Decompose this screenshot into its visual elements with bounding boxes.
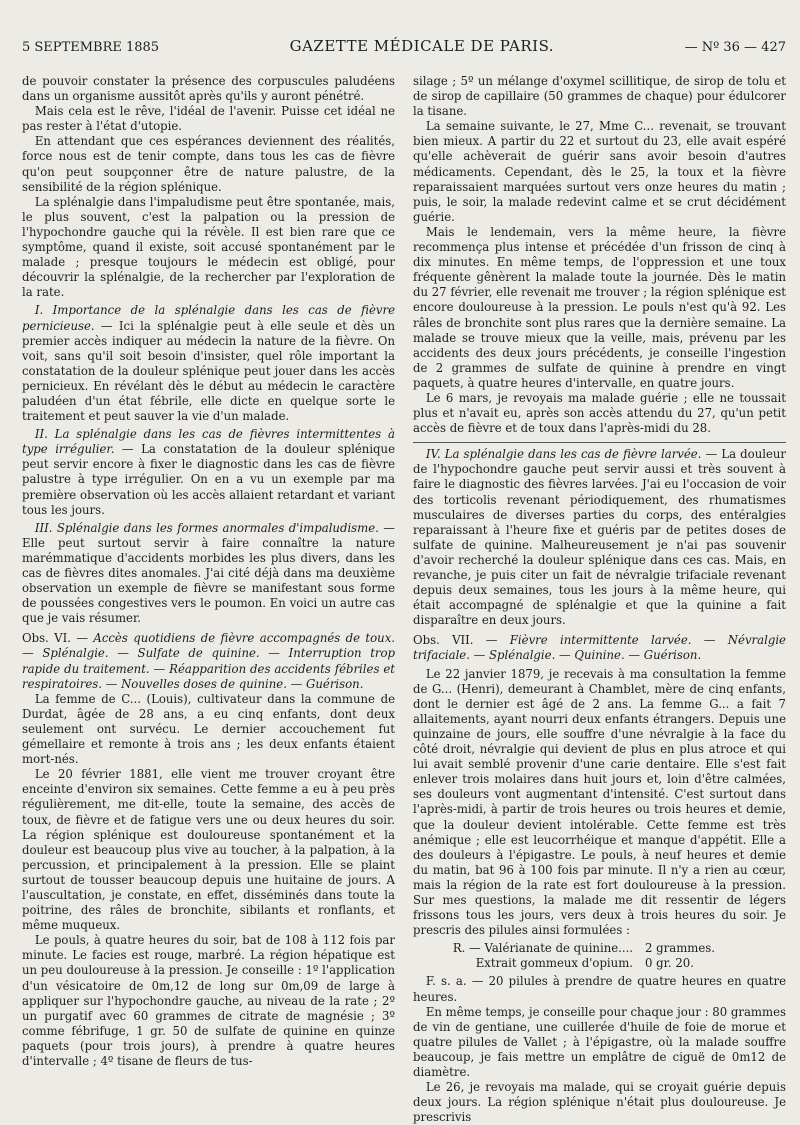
- issue-page-number: — Nº 36 — 427: [684, 40, 786, 55]
- paragraph: F. s. a. — 20 pilules à prendre de quatre heures en quatre heures.: [413, 974, 786, 1004]
- prescription-item: R. — Valérianate de quinine....: [452, 941, 633, 956]
- section-heading: III. Splénalgie dans les formes anormales d'impaludisme.: [34, 520, 379, 535]
- paragraph: Le 20 février 1881, elle vient me trouver croyant être enceinte d'environ six semaines. Cette femme a eu à peu près régulièrement, me dit-elle, toute la semaine, des accès de toux, de fièvre et de fatigue vers une ou deux heures du soir. La région splénique est douloureuse spontanément et la douleur est beaucoup plus vive au toucher, à la palpation, à la percussion, et principalement à la pression. Elle se plaint surtout de tousser beaucoup depuis une huitaine de jours. A l'auscultation, je constate, en effet, disséminés dans toute la poitrine, des râles de bronchite, sibilants et ronflants, et même muqueux.: [22, 767, 395, 933]
- section-1: [22, 303, 395, 424]
- paragraph: Mais le lendemain, vers la même heure, la fièvre recommença plus intense et précédée d'un frisson de cinq à dix minutes. En même temps, de l'oppression et une toux fréquente gênèrent la malade toute la journée. Dès le matin du 27 février, elle revenait me trouver ; la région splénique est encore douloureuse à la pression. Le pouls n'est qu'à 92. Les râles de bronchite sont plus rares que la dernière semaine. La malade se trouve mieux que la veille, mais, prévenu par les accidents des deux jours précédents, je conseille l'ingestion de 2 grammes de sulfate de quinine à prendre en vingt paquets, à quatre heures d'intervalle, en quatre jours.: [413, 224, 786, 390]
- section-2: [22, 427, 395, 518]
- section-4: [413, 447, 786, 628]
- section-body: — La constatation de la douleur splénique peut servir encore à fixer le diagnostic dans les cas de fièvre palustre à type irrégulier. On en a vu un exemple par ma première observation où les accès allaient retardant et variant tous les jours.: [22, 442, 395, 517]
- observation-7-heading: [413, 633, 786, 663]
- observation-title: — Fièvre intermittente larvée. — Névralgie trifaciale. — Splénalgie. — Quinine. — Guérison.: [413, 633, 786, 663]
- section-3: [22, 521, 395, 627]
- journal-title: GAZETTE MÉDICALE DE PARIS.: [289, 37, 555, 55]
- section-heading: IV. La splénalgie dans les cas de fièvre larvée.: [425, 447, 702, 462]
- prescription-item: Extrait gommeux d'opium.: [475, 956, 633, 971]
- section-body: — La douleur de l'hypochondre gauche peut servir aussi et très souvent à faire le diagnostic des fièvres larvées. J'ai eu l'occasion de voir des torticolis revenant périodiquement, des rhumatismes musculaires de diverses parties du corps, des entéralgies reparaissant à l'heure fixe et guéris par de petites doses de sulfate de quinine. Malheureusement je n'ai pas souvenir d'avoir recherché la douleur splénique dans ces cas. Mais, en revanche, je puis citer un fait de névralgie trifaciale revenant depuis deux semaines, tous les jours à la même heure, qui était accompagné de splénalgie et que la quinine a fait disparaître en deux jours.: [413, 447, 786, 628]
- observation-label: Obs. VII.: [413, 633, 474, 648]
- right-column: [413, 74, 786, 1125]
- observation-6-heading: [22, 631, 395, 691]
- paragraph: La semaine suivante, le 27, Mme C... revenait, se trouvant bien mieux. A partir du 22 et surtout du 23, elle avait espéré qu'elle achèverait de guérir sans avoir besoin d'autres médicaments. Cependant, dès le 25, la toux et la fièvre reparaissaient marquées surtout vers onze heures du matin ; puis, le soir, la malade redevint calme et se crut décidément guérie.: [413, 119, 786, 224]
- paragraph: Le pouls, à quatre heures du soir, bat de 108 à 112 fois par minute. Le facies est rouge, marbré. La région hépatique est un peu douloureuse à la pression. Je conseille : 1º l'application d'un vésicatoire de 0m,12 de long sur 0m,09 de large à appliquer sur l'hypochondre gauche, au niveau de la rate ; 2º un purgatif avec 60 grammes de citrate de magnésie ; 3º comme fébrifuge, 1 gr. 50 de sulfate de quinine en quinze paquets (pour trois jours), à prendre à quatre heures d'intervalle ; 4º tisane de fleurs de tus-: [22, 933, 395, 1068]
- paragraph: silage ; 5º un mélange d'oxymel scillitique, de sirop de tolu et de sirop de capillaire (50 grammes de chaque) pour édulcorer la tisane.: [413, 74, 786, 119]
- section-body: — Ici la splénalgie peut à elle seule et dès un premier accès indiquer au médecin la nature de la fièvre. On voit, sans qu'il soit besoin d'insister, quel rôle important la constatation de la douleur splénique peut jouer dans les accès pernicieux. En révélant dès le début au médecin le caractère paludéen d'un état fébrile, elle dicte en quelque sorte le traitement et peut sauver la vie d'un malade.: [22, 318, 395, 424]
- paragraph: Le 22 janvier 1879, je recevais à ma consultation la femme de G... (Henri), demeurant à Chamblet, mère de cinq enfants, dont le dernier est âgé de 2 ans. La femme G... a fait 7 allaitements, ayant nourri deux enfants étrangers. Depuis une quinzaine de jours, elle souffre d'une névralgie à la face du côté droit, névralgie qui devient de plus en plus atroce et qui lui avait semblé provenir d'une carie dentaire. Elle s'est fait enlever trois molaires dans huit jours et, loin d'être calmées, ses douleurs vont augmentant d'intensité. C'est surtout dans l'après-midi, à partir de trois heures ou trois heures et demie, que la douleur devient intolérable. Cette femme est très anémique ; elle est leucorrhéique et manque d'appétit. Elle a des douleurs à l'épigastre. Le pouls, à neuf heures et demie du matin, bat 96 à 100 fois par minute. Il n'y a rien au cœur, mais la région de la rate est fort douloureuse à la pression. Sur mes questions, la malade me dit ressentir de légers frissons tous les jours, vers deux à trois heures du soir. Je prescris des pilules ainsi formulées :: [413, 666, 786, 938]
- paragraph: Mais cela est le rêve, l'idéal de l'avenir. Puisse cet idéal ne pas rester à l'état d'utopie.: [22, 104, 395, 134]
- paragraph: de pouvoir constater la présence des corpuscules paludéens dans un organisme aussitôt après qu'ils y auront pénétré.: [22, 74, 395, 104]
- section-divider: [413, 442, 786, 443]
- paragraph: Le 6 mars, je revoyais ma malade guérie ; elle ne toussait plus et n'avait eu, après son accès attendu du 27, qu'un petit accès de fièvre et de toux dans l'après-midi du 28.: [413, 390, 786, 436]
- prescription-dose: 0 gr. 20.: [645, 956, 694, 971]
- observation-label: Obs. VI.: [22, 631, 71, 646]
- paragraph: Le 26, je revoyais ma malade, qui se croyait guérie depuis deux jours. La région splénique n'était plus douloureuse. Je prescrivis: [413, 1080, 786, 1125]
- section-heading: I. Importance de la splénalgie dans les cas de fièvre pernicieuse.: [22, 303, 395, 333]
- page-header: [22, 38, 786, 56]
- paragraph: La femme de C... (Louis), cultivateur dans la commune de Durdat, âgée de 28 ans, a eu cinq enfants, dont deux seulement ont survécu. Le dernier accouchement fut gémellaire et remonte à trois ans ; les deux enfants étaient mort-nés.: [22, 691, 395, 767]
- prescription: [413, 941, 786, 971]
- prescription-dose: 2 grammes.: [645, 941, 715, 956]
- paragraph: En attendant que ces espérances deviennent des réalités, force nous est de tenir compte, dans tous les cas de fièvre qu'on peut soupçonner être de nature palustre, de la sensibilité de la région splénique.: [22, 134, 395, 194]
- section-body: — Elle peut surtout servir à faire connaître la nature marémmatique d'accidents morbides les plus divers, dans les cas de fièvres dites anomales. J'ai cité déjà dans ma deuxième observation un exemple de fièvre se manifestant sous forme de poussées congestives vers le poumon. En voici un autre cas que je vais résumer.: [22, 520, 395, 626]
- left-column: [22, 74, 395, 1083]
- header-date: 5 SEPTEMBRE 1885: [22, 40, 160, 55]
- section-heading: II. La splénalgie dans les cas de fièvres intermittentes à type irrégulier.: [22, 427, 395, 457]
- observation-title: — Accès quotidiens de fièvre accompagnés de toux. — Splénalgie. — Sulfate de quinine. — Interruption trop rapide du traitement. — Réapparition des accidents fébriles et respiratoires. — Nouvelles doses de quinine. — Guérison.: [22, 631, 395, 691]
- paragraph: La splénalgie dans l'impaludisme peut être spontanée, mais, le plus souvent, c'est la palpation ou la pression de l'hypochondre gauche qui la révèle. Il est bien rare que ce symptôme, quand il existe, soit accusé spontanément par le malade ; presque toujours le médecin est obligé, pour découvrir la splénalgie, de la rechercher par l'exploration de la rate.: [22, 194, 395, 300]
- paragraph: En même temps, je conseille pour chaque jour : 80 grammes de vin de gentiane, une cuillerée d'huile de foie de morue et quatre pilules de Vallet ; à l'épigastre, où la malade souffre beaucoup, je fais mettre un emplâtre de ciguë de 0m12 de diamètre.: [413, 1004, 786, 1079]
